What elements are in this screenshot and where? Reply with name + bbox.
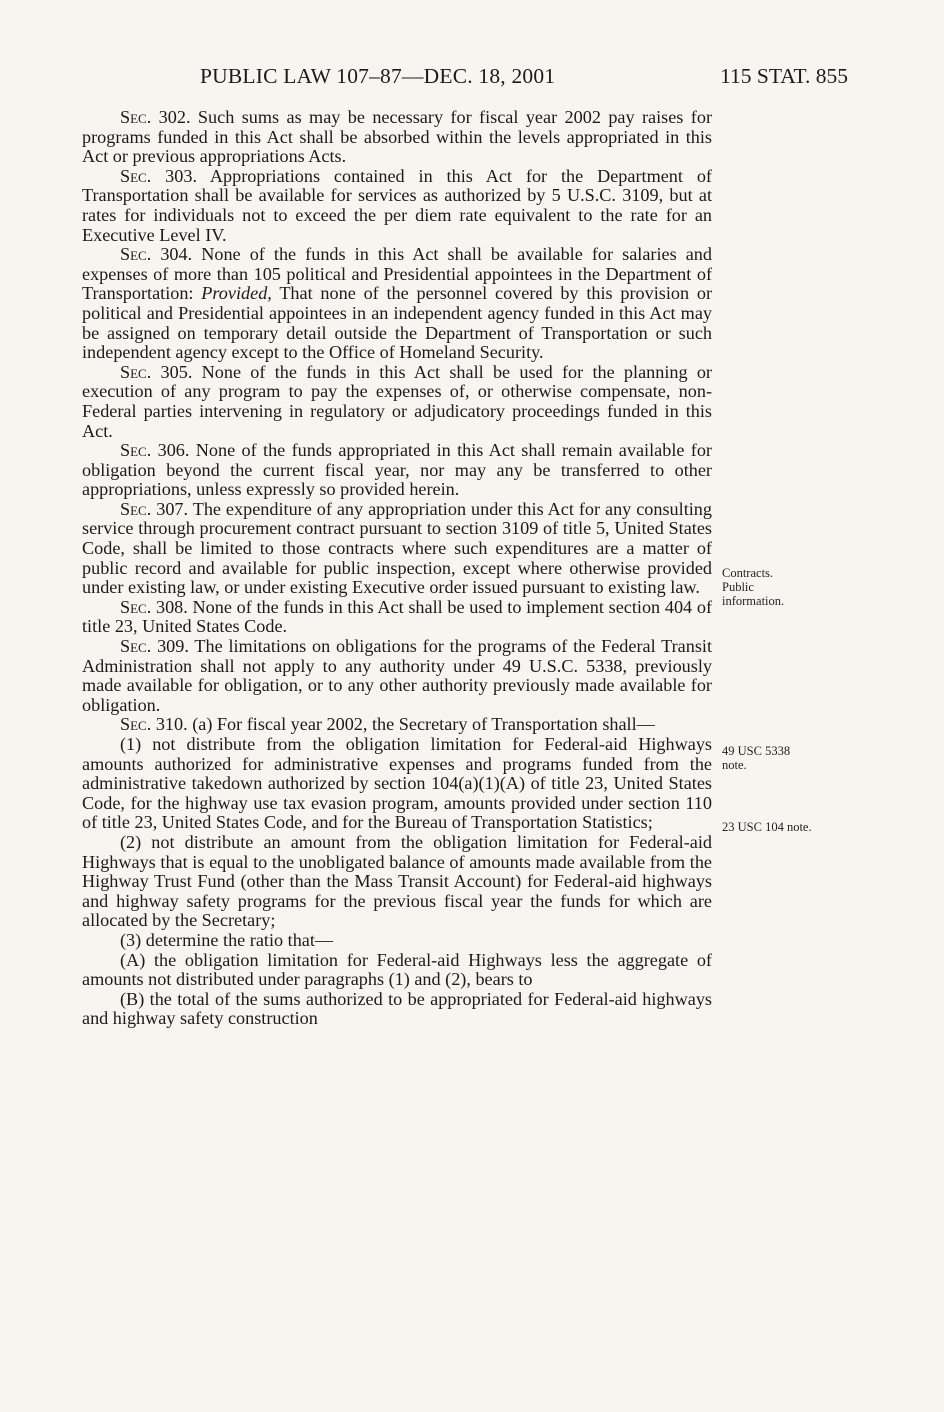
section-307: Sec. 307. The expenditure of any appropriation under this Act for any consulting service through procurement contract pursuant to section 3109 of title 5, United States Code, shall be limited to those contracts where such expenditures are a matter of public record and available for public inspection, except where otherwise provided under existing law, or under existing Executive order issued pursuant to existing law. bbox=[82, 498, 712, 598]
margin-note-contracts: Contracts. Public information. bbox=[722, 566, 862, 608]
section-310-subparagraph-a: (A) the obligation limitation for Federal-aid Highways less the aggregate of amounts not distributed under paragraphs (1) and (2), bears to bbox=[82, 949, 712, 990]
section-310-paragraph-2: (2) not distribute an amount from the obligation limitation for Federal-aid Highways that is equal to the unobligated balance of amounts made available from the Highway Trust Fund (other than the Mass Transit Account) for Federal-aid highways and highway safety programs for the previous fiscal year the funds for which are allocated by the Secretary; bbox=[82, 831, 712, 931]
section-308: Sec. 308. None of the funds in this Act shall be used to implement section 404 of title 23, United States Code. bbox=[82, 596, 712, 637]
section-310-paragraph-1: (1) not distribute from the obligation limitation for Federal-aid Highways amounts authorized for administrative expenses and programs funded from the administrative takedown authorized by section 104(a)(1)(A) of title 23, United States Code, for the highway use tax evasion program, amounts provided under section 110 of title 23, United States Code, and for the Bureau of Transportation Statistics; bbox=[82, 734, 712, 833]
section-302: Sec. 302. Such sums as may be necessary for fiscal year 2002 pay raises for programs funded in this Act shall be absorbed within the levels appropriated in this Act or previous appropriations Acts. bbox=[82, 107, 713, 167]
page-header bbox=[82, 64, 848, 92]
section-304: Sec. 304. None of the funds in this Act shall be available for salaries and expenses of more than 105 political and Presidential appointees in the Department of Transportation: Provided, That none of the personnel covered by this provision or political and Presidential appointees in an independent agency funded in this Act may be assigned on temporary detail outside the Department of Transportation or such independent agency except to the Office of Homeland Security. bbox=[82, 244, 713, 363]
section-306: Sec. 306. None of the funds appropriated in this Act shall remain available for obligation beyond the current fiscal year, nor may any be transferred to other appropriations, unless expressly so provided herein. bbox=[82, 440, 712, 500]
running-head-title: PUBLIC LAW 107–87—DEC. 18, 2001 bbox=[200, 64, 556, 88]
section-310-subparagraph-b: (B) the total of the sums authorized to be appropriated for Federal-aid highways and highway safety construction bbox=[82, 988, 712, 1029]
section-310: Sec. 310. (a) For fiscal year 2002, the Secretary of Transportation shall— bbox=[120, 714, 655, 735]
margin-note-23-usc-104: 23 USC 104 note. bbox=[722, 820, 812, 834]
margin-note-public-information: Public information. bbox=[722, 580, 785, 608]
section-310-paragraph-3: (3) determine the ratio that— bbox=[120, 929, 334, 950]
section-305: Sec. 305. None of the funds in this Act shall be used for the planning or execution of any program to pay the expenses of, or otherwise compensate, non-Federal parties intervening in regulatory or adjudicatory proceedings funded in this Act. bbox=[82, 361, 712, 441]
law-body-text bbox=[82, 108, 712, 1029]
margin-note-49-usc-5338: 49 USC 5338 note. bbox=[722, 744, 791, 772]
section-303: Sec. 303. Appropriations contained in this Act for the Department of Transportation shall be available for services as authorized by 5 U.S.C. 3109, but at rates for individuals not to exceed the per diem rate equivalent to the rate for an Executive Level IV. bbox=[82, 165, 712, 245]
statute-page-number: 115 STAT. 855 bbox=[720, 64, 848, 88]
proviso-term: Provided, bbox=[201, 283, 272, 304]
section-309: Sec. 309. The limitations on obligations for the programs of the Federal Transit Administration shall not apply to any authority under 49 U.S.C. 5338, previously made available for obligation, or to any other authority previously made available for obligation. bbox=[82, 636, 712, 715]
